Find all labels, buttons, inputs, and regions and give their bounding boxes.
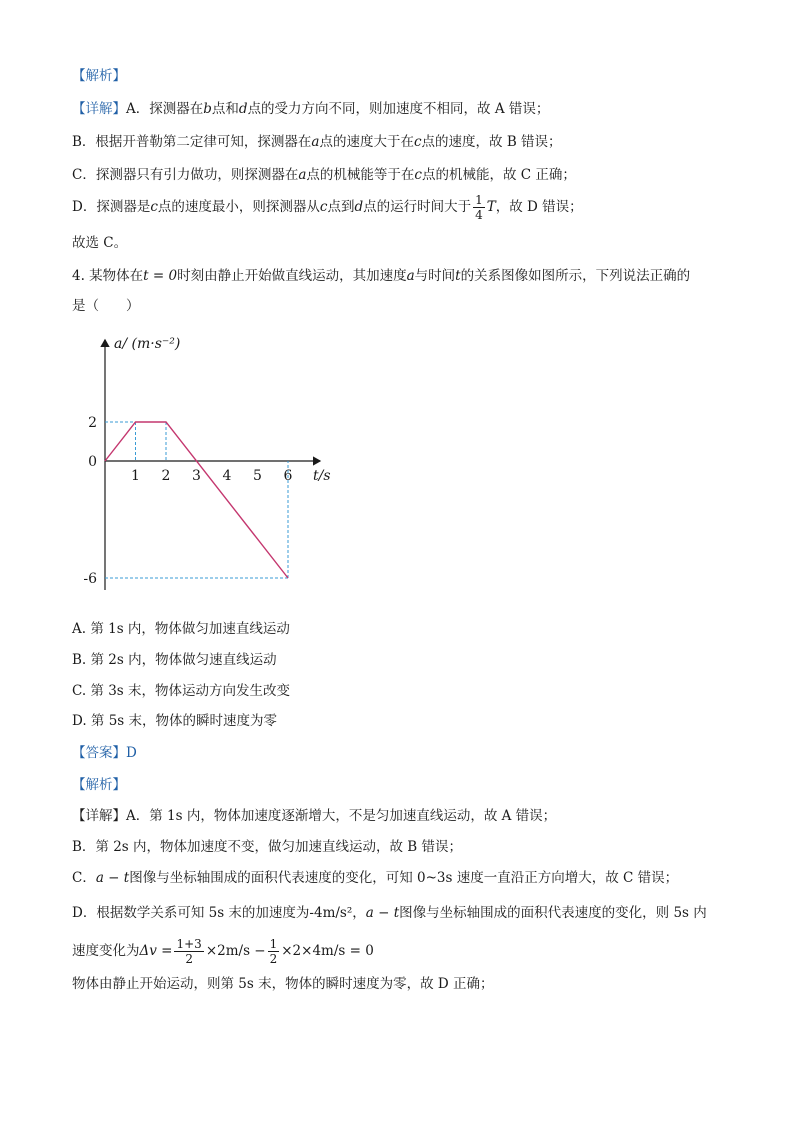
section2-line-e: 速度变化为Δv = $\frac{1+3}{2}$ ×2m/s − $\frac{1}{2}$ ×2×4m/s = 0	[72, 937, 374, 966]
section2-line-f: 物体由静止开始运动，则第 5s 末，物体的瞬时速度为零，故 D 正确；	[72, 976, 494, 992]
x-tick-label-1: 1	[131, 468, 140, 484]
x-tick-label-5: 5	[253, 468, 262, 484]
x-tick-label-3: 3	[192, 468, 201, 484]
section1-line-a: 【详解】A．探测器在b点和d点的受力方向不同，则加速度不相同，故 A 错误；	[72, 101, 550, 117]
option-a: A. 第 1s 内，物体做匀加速直线运动	[72, 621, 290, 637]
section1-line-c: C．探测器只有引力做功，则探测器在a点的机械能等于在c点的机械能，故 C 正确；	[72, 167, 576, 183]
question-line-1: 4. 某物体在t = 0时刻由静止开始做直线运动，其加速度a与时间t的关系图像如图所示，下列说法正确的	[72, 268, 691, 284]
y-tick-label-neg6: -6	[83, 571, 97, 587]
x-axis-label: t/s	[313, 468, 331, 484]
section2-line-c: C．a − t图像与坐标轴围成的面积代表速度的变化，可知 0~3s 速度一直沿正方向增大，故 C 错误；	[72, 870, 679, 886]
section1-conclusion: 故选 C。	[72, 235, 128, 251]
section1-line-d: D．探测器是c点的速度最小，则探测器从c点到d点的运行时间大于 $\frac{1}{4}$ T，故 D 错误；	[72, 193, 583, 222]
data-series-line	[105, 422, 288, 578]
option-b: B. 第 2s 内，物体做匀速直线运动	[72, 652, 277, 668]
acceleration-time-chart	[80, 328, 350, 608]
option-c: C. 第 3s 末，物体运动方向发生改变	[72, 683, 291, 699]
y-tick-label-2: 2	[88, 415, 97, 431]
section2-line-a: 【详解】A．第 1s 内，物体加速度逐渐增大，不是匀加速直线运动，故 A 错误；	[72, 808, 557, 824]
section1-heading: 【解析】	[72, 68, 126, 84]
question-line-2: 是（ ）	[72, 298, 140, 314]
fraction-one-quarter: $\frac{1}{4}$	[475, 193, 483, 222]
x-tick-label-2: 2	[161, 468, 171, 484]
answer: 【答案】D	[72, 745, 137, 761]
section2-line-d: D．根据数学关系可知 5s 末的加速度为-4m/s²，a − t图像与坐标轴围成的面积代表速度的变化，则 5s 内	[72, 905, 707, 921]
option-d: D. 第 5s 末，物体的瞬时速度为零	[72, 713, 278, 729]
section1-line-b: B．根据开普勒第二定律可知，探测器在a点的速度大于在c点的速度，故 B 错误；	[72, 134, 562, 150]
x-tick-label-4: 4	[222, 468, 232, 484]
section2-line-b: B．第 2s 内，物体加速度不变，做匀加速直线运动，故 B 错误；	[72, 839, 463, 855]
fraction-sum: $\frac{1+3}{2}$	[176, 937, 202, 966]
section2-heading: 【解析】	[72, 777, 126, 793]
y-axis-label: a/ (m·s⁻²)	[114, 336, 181, 352]
y-tick-label-0: 0	[88, 454, 97, 470]
x-tick-label-6: 6	[283, 468, 293, 484]
fraction-half: $\frac{1}{2}$	[269, 937, 278, 966]
